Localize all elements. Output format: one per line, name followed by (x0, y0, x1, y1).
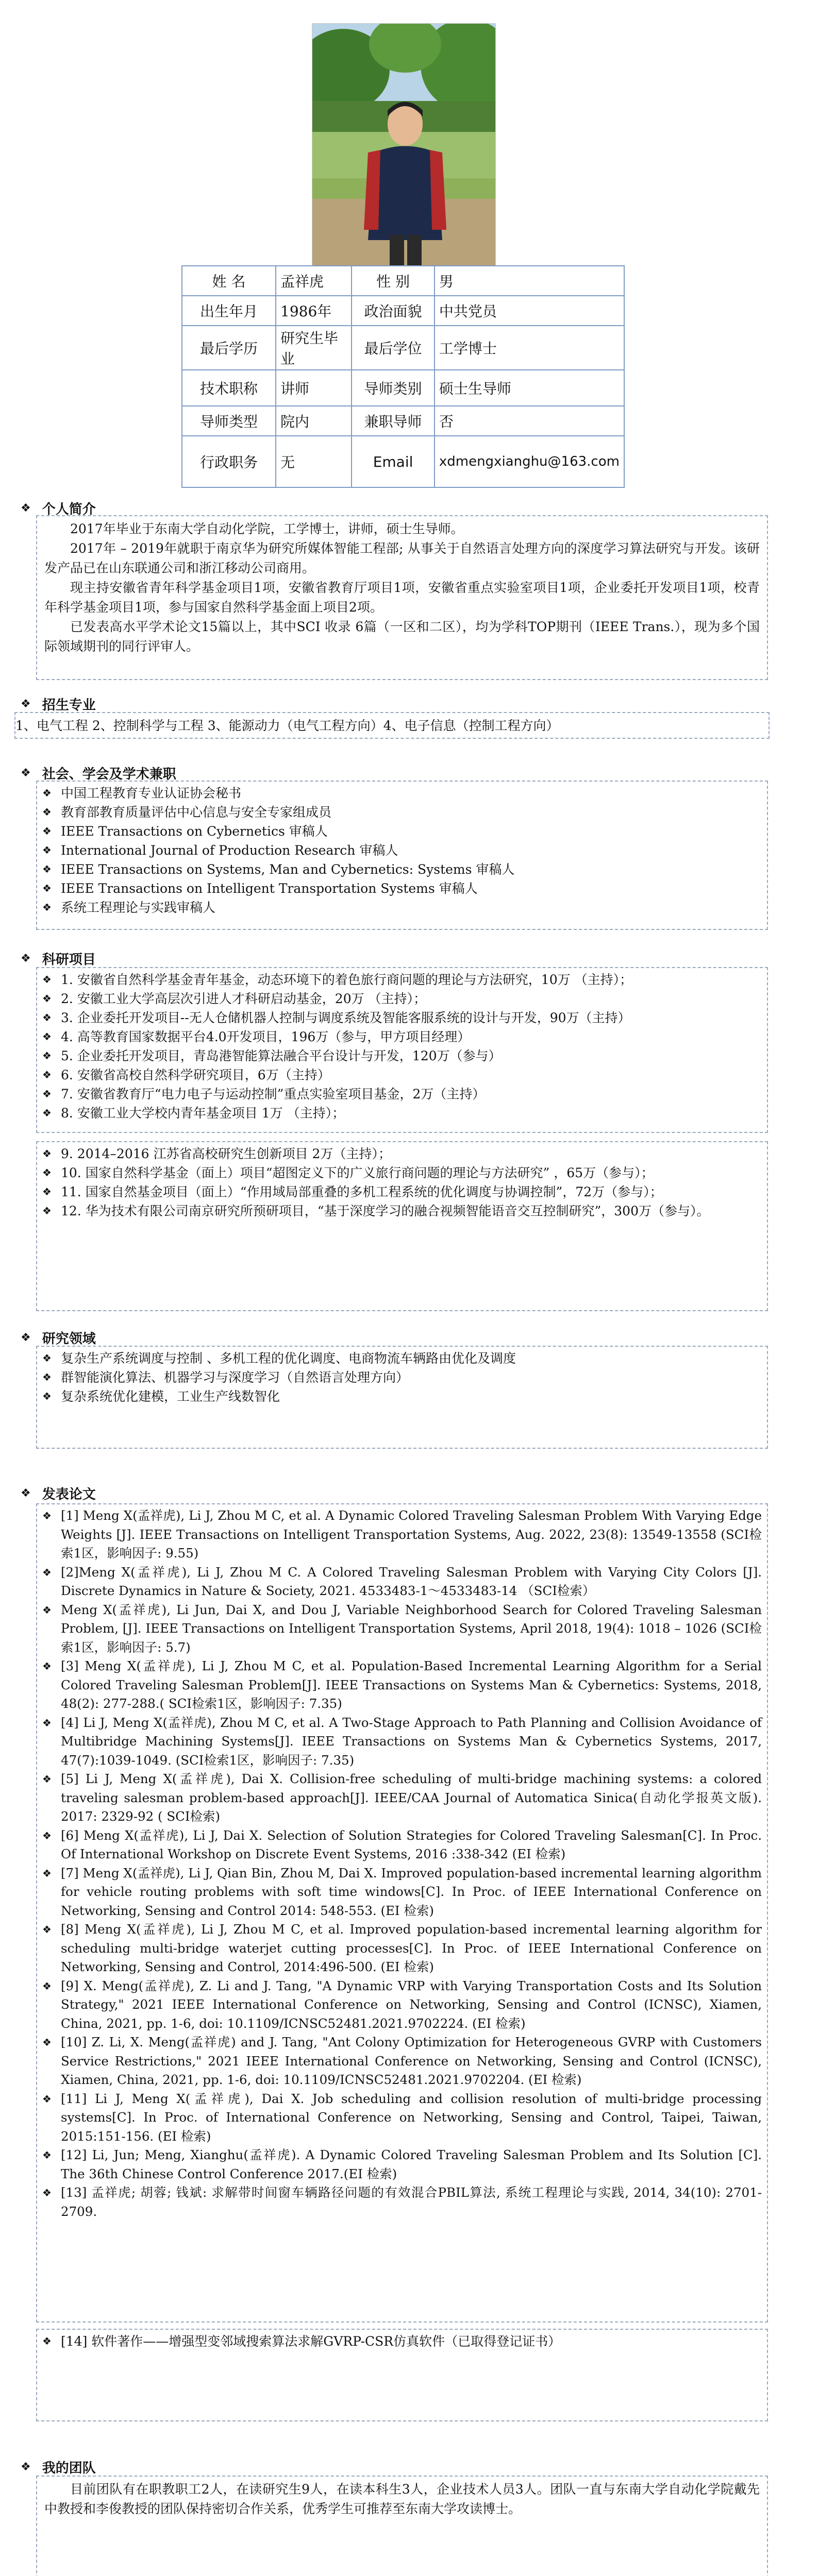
diamond-bullet-icon: ❖ (42, 1185, 52, 1198)
social-box (36, 781, 768, 930)
section-title-text: 科研项目 (42, 952, 96, 968)
value-email[interactable]: xdmengxianghu@163.com (435, 436, 624, 487)
list-item: ❖ [12] Li, Jun; Meng, Xianghu(孟祥虎). A Dynamic Colored Traveling Salesman Problem and Its Solution [C]. The 36th Chinese Control Conference 2017.(EI 检索) (42, 2146, 762, 2183)
diamond-bullet-icon: ❖ (42, 1352, 52, 1364)
list-item: ❖ 9. 2014–2016 江苏省高校研究生创新项目 2万（主持）； (42, 1144, 762, 1163)
profile-row (182, 406, 624, 436)
diamond-bullet-icon: ❖ (42, 1867, 52, 1879)
diamond-bullet-icon: ❖ (42, 1773, 52, 1785)
list-item: ❖ 12. 华为技术有限公司南京研究所预研项目，“基于深度学习的融合视频智能语音交互控制研究”，300万（参与）。 (42, 1201, 762, 1221)
label-supervisor-type: 导师类型 (182, 406, 276, 436)
profile-row (182, 296, 624, 326)
diamond-bullet-icon: ❖ (42, 992, 52, 1005)
diamond-bullet-icon: ❖ (42, 1011, 52, 1024)
list-item: ❖ 3. 企业委托开发项目--无人仓储机器人控制与调度系统及智能客服系统的设计与开发，90万（主持） (42, 1008, 762, 1027)
list-item: ❖ [4] Li J, Meng X(孟祥虎), Zhou M C, et al. A Two-Stage Approach to Path Planning and Collision Avoidance of Multibridge Machining Systems[J]. IEEE Transactions on Systems Man & Cybernetics Systems, 2017, 47(7):1039-1049. (SCI检索1区，影响因子: 7.35) (42, 1714, 762, 1770)
section-title-recruit (21, 694, 96, 714)
list-item: ❖ 2. 安徽工业大学高层次引进人才科研启动基金，20万 （主持）； (42, 989, 762, 1008)
section-title-text: 招生专业 (42, 698, 96, 713)
diamond-bullet-icon: ❖ (21, 767, 31, 779)
list-item: ❖ 复杂系统优化建模，工业生产线数智化 (42, 1387, 762, 1406)
list-item: ❖ [3] Meng X(孟祥虎), Li J, Zhou M C, et al. Population-Based Incremental Learning Algorithm for a Serial Colored Traveling Salesman Problem[J]. IEEE Transactions on Systems Man & Cybernetics: Systems, 2018, 48(2): 277-288.( SCI检索1区，影响因子: 7.35) (42, 1657, 762, 1714)
list-item: ❖ 中国工程教育专业认证协会秘书 (42, 784, 762, 803)
research-list (37, 1347, 767, 1408)
section-title-text: 研究领域 (42, 1331, 96, 1347)
diamond-bullet-icon: ❖ (42, 825, 52, 837)
diamond-bullet-icon: ❖ (42, 2187, 52, 2199)
list-item: ❖ [2]Meng X(孟祥虎), Li J, Zhou M C. A Colored Traveling Salesman Problem with Varying City Colors [J]. Discrete Dynamics in Nature & Society, 2021. 4533483-1～4533483-14 （SCI检索） (42, 1563, 762, 1601)
value-title: 讲师 (276, 370, 352, 406)
label-supervisor-category: 导师类别 (352, 370, 435, 406)
list-item: ❖ 4. 高等教育国家数据平台4.0开发项目，196万（参与，甲方项目经理） (42, 1027, 762, 1046)
section-title-research (21, 1328, 96, 1347)
diamond-bullet-icon: ❖ (42, 1205, 52, 1217)
papers-box (36, 1503, 768, 2323)
profile-photo (312, 23, 496, 266)
diamond-bullet-icon: ❖ (42, 787, 52, 799)
profile-row (182, 266, 624, 296)
list-item: ❖ [1] Meng X(孟祥虎), Li J, Zhou M C, et al. A Dynamic Colored Traveling Salesman Problem With Varying Edge Weights [J]. IEEE Transactions on Intelligent Transportation Systems, Aug. 2022, 23(8): 13549-13558 (SCI检索1区，影响因子: 9.55) (42, 1506, 762, 1563)
label-degree: 最后学位 (352, 326, 435, 370)
research-box (36, 1346, 768, 1449)
list-item: ❖ [14] 软件著作——增强型变邻域搜索算法求解GVRP-CSR仿真软件（已取得登记证书） (42, 2332, 762, 2351)
diamond-bullet-icon: ❖ (42, 1716, 52, 1729)
label-political: 政治面貌 (352, 296, 435, 326)
diamond-bullet-icon: ❖ (42, 1371, 52, 1383)
label-gender: 性 别 (352, 266, 435, 296)
section-title-team (21, 2458, 96, 2477)
list-item: ❖ [7] Meng X(孟祥虎), Li J, Qian Bin, Zhou M, Dai X. Improved population-based incremental learning algorithm for vehicle routing problems with soft time windows[C]. In Proc. of IEEE International Conference on Networking, Sensing and Control 2014: 548-553. (EI 检索) (42, 1864, 762, 1921)
section-title-text: 个人简介 (42, 502, 96, 517)
diamond-bullet-icon: ❖ (42, 1603, 52, 1616)
papers-list (37, 1504, 767, 2223)
section-title-text: 我的团队 (42, 2461, 96, 2476)
team-paragraph: 目前团队有在职教职工2人，在读研究生9人，在读本科生3人，企业技术人员3人。团队一直与东南大学自动化学院戴先中教授和李俊教授的团队保持密切合作关系，优秀学生可推荐至东南大学攻读博士。 (44, 2482, 760, 2516)
diamond-bullet-icon: ❖ (42, 863, 52, 875)
projects-box-b (36, 1141, 768, 1311)
profile-row (182, 436, 624, 487)
diamond-bullet-icon: ❖ (21, 698, 31, 710)
label-email: Email (352, 436, 435, 487)
list-item: ❖ [6] Meng X(孟祥虎), Li J, Dai X. Selection of Solution Strategies for Colored Traveling Salesman[C]. In Proc. Of International Workshop on Discrete Event Systems, 2016 :338-342 (EI 检索) (42, 1826, 762, 1864)
value-political: 中共党员 (435, 296, 624, 326)
list-item: ❖ IEEE Transactions on Cybernetics 审稿人 (42, 822, 762, 841)
diamond-bullet-icon: ❖ (42, 1069, 52, 1081)
diamond-bullet-icon: ❖ (42, 1923, 52, 1936)
software-list (37, 2330, 767, 2353)
value-supervisor-category: 硕士生导师 (435, 370, 624, 406)
value-parttime: 否 (435, 406, 624, 436)
diamond-bullet-icon: ❖ (42, 901, 52, 913)
diamond-bullet-icon: ❖ (21, 952, 31, 965)
diamond-bullet-icon: ❖ (42, 1829, 52, 1842)
value-birth: 1986年 (276, 296, 352, 326)
intro-paragraph: 已发表高水平学术论文15篇以上，其中SCI 收录 6篇（一区和二区），均为学科TOP期刊（IEEE Trans.），现为多个国际领域期刊的同行评审人。 (44, 619, 760, 654)
label-parttime: 兼职导师 (352, 406, 435, 436)
diamond-bullet-icon: ❖ (42, 1510, 52, 1522)
diamond-bullet-icon: ❖ (42, 2335, 52, 2347)
recruit-box (14, 712, 770, 739)
label-education: 最后学历 (182, 326, 276, 370)
section-title-text: 社会、学会及学术兼职 (42, 767, 176, 782)
diamond-bullet-icon: ❖ (42, 1107, 52, 1119)
list-item: ❖ 5. 企业委托开发项目，青岛港智能算法融合平台设计与开发，120万（参与） (42, 1046, 762, 1065)
section-title-projects (21, 949, 96, 968)
section-title-text: 发表论文 (42, 1487, 96, 1502)
list-item: ❖ 复杂生产系统调度与控制 、多机工程的优化调度、电商物流车辆路由优化及调度 (42, 1349, 762, 1368)
diamond-bullet-icon: ❖ (42, 844, 52, 856)
team-box (36, 2476, 768, 2576)
diamond-bullet-icon: ❖ (42, 1147, 52, 1160)
intro-box (36, 515, 768, 680)
value-gender: 男 (435, 266, 624, 296)
label-admin: 行政职务 (182, 436, 276, 487)
section-title-social (21, 764, 176, 783)
diamond-bullet-icon: ❖ (42, 1030, 52, 1043)
list-item: ❖ 1. 安徽省自然科学基金青年基金，动态环境下的着色旅行商问题的理论与方法研究，10万 （主持）； (42, 970, 762, 989)
projects-list-b (37, 1142, 767, 1223)
list-item: ❖ 11. 国家自然基金项目（面上）“作用域局部重叠的多机工程系统的优化调度与协调控制”，72万（参与）； (42, 1182, 762, 1201)
intro-paragraph: 2017年毕业于东南大学自动化学院，工学博士，讲师，硕士生导师。 (70, 521, 464, 536)
diamond-bullet-icon: ❖ (42, 1979, 52, 1992)
profile-table (181, 265, 625, 488)
diamond-bullet-icon: ❖ (42, 2036, 52, 2048)
diamond-bullet-icon: ❖ (42, 882, 52, 894)
list-item: ❖ 6. 安徽省高校自然科学研究项目，6万（主持） (42, 1065, 762, 1084)
value-admin: 无 (276, 436, 352, 487)
diamond-bullet-icon: ❖ (21, 502, 31, 515)
diamond-bullet-icon: ❖ (42, 2149, 52, 2161)
diamond-bullet-icon: ❖ (42, 2092, 52, 2105)
list-item: ❖ IEEE Transactions on Systems, Man and Cybernetics: Systems 审稿人 (42, 860, 762, 879)
list-item: ❖ 10. 国家自然科学基金（面上）项目“超图定义下的广义旅行商问题的理论与方法研究” ，65万（参与）； (42, 1163, 762, 1182)
list-item: ❖ [5] Li J, Meng X(孟祥虎), Dai X. Collision-free scheduling of multi-bridge machining systems: a colored traveling salesman problem-based approach[J]. IEEE/CAA Journal of Automatica Sinica(自动化学报英文版). 2017: 2329-92 ( SCI检索) (42, 1770, 762, 1826)
diamond-bullet-icon: ❖ (42, 1166, 52, 1179)
list-item: ❖ [11] Li J, Meng X(孟祥虎), Dai X. Job scheduling and collision resolution of multi-bridge processing systems[C]. In Proc. of International Conference on Networking, Sensing and Control, Taipei, Taiwan, 2015:151-156. (EI 检索) (42, 2090, 762, 2146)
diamond-bullet-icon: ❖ (42, 1660, 52, 1672)
diamond-bullet-icon: ❖ (42, 1088, 52, 1100)
list-item: ❖ 8. 安徽工业大学校内青年基金项目 1万 （主持）； (42, 1104, 762, 1123)
list-item: ❖ 群智能演化算法、机器学习与深度学习（自然语言处理方向） (42, 1368, 762, 1387)
profile-row (182, 370, 624, 406)
diamond-bullet-icon: ❖ (42, 1390, 52, 1402)
list-item: ❖ [9] X. Meng(孟祥虎), Z. Li and J. Tang, "A Dynamic VRP with Varying Transportation Costs and Its Solution Strategy," 2021 IEEE International Conference on Networking, Sensing and Control (ICNSC), Xiamen, China, 2021, pp. 1-6, doi: 10.1109/ICNSC52481.2021.9702224. (EI 检索) (42, 1977, 762, 2033)
social-list (37, 782, 767, 919)
label-title: 技术职称 (182, 370, 276, 406)
software-box (36, 2329, 768, 2421)
intro-paragraph: 2017年 – 2019年就职于南京华为研究所媒体智能工程部; 从事关于自然语言处理方向的深度学习算法研究与开发。该研发产品已在山东联通公司和浙江移动公司商用。 (44, 541, 760, 575)
section-title-papers (21, 1484, 96, 1503)
label-name: 姓 名 (182, 266, 276, 296)
projects-list-a (37, 968, 767, 1125)
list-item: ❖ IEEE Transactions on Intelligent Transportation Systems 审稿人 (42, 879, 762, 898)
list-item: ❖ 7. 安徽省教育厅“电力电子与运动控制”重点实验室项目基金，2万（主持） (42, 1084, 762, 1104)
profile-row (182, 326, 624, 370)
projects-box-a (36, 967, 768, 1133)
list-item: ❖ [10] Z. Li, X. Meng(孟祥虎) and J. Tang, "Ant Colony Optimization for Heterogeneous GVRP with Customers Service Restrictions," 2021 IEEE International Conference on Networking, Sensing and Control (ICNSC), Xiamen, China, 2021, pp. 1-6, doi: 10.1109/ICNSC52481.2021.9702204. (EI 检索) (42, 2033, 762, 2090)
diamond-bullet-icon: ❖ (21, 1331, 31, 1344)
diamond-bullet-icon: ❖ (42, 1049, 52, 1062)
value-education: 研究生毕业 (276, 326, 352, 370)
intro-paragraph: 现主持安徽省青年科学基金项目1项，安徽省教育厅项目1项，安徽省重点实验室项目1项，企业委托开发项目1项，校青年科学基金项目1项，参与国家自然科学基金面上项目2项。 (44, 580, 760, 615)
list-item: ❖ 教育部教育质量评估中心信息与安全专家组成员 (42, 803, 762, 822)
list-item: ❖ 系统工程理论与实践审稿人 (42, 898, 762, 917)
diamond-bullet-icon: ❖ (42, 1566, 52, 1579)
value-supervisor-type: 院内 (276, 406, 352, 436)
list-item: ❖ [13] 孟祥虎; 胡蓉; 钱斌: 求解带时间窗车辆路径问题的有效混合PBIL算法, 系统工程理论与实践, 2014, 34(10): 2701-2709. (42, 2183, 762, 2221)
diamond-bullet-icon: ❖ (21, 2461, 31, 2473)
label-birth: 出生年月 (182, 296, 276, 326)
value-degree: 工学博士 (435, 326, 624, 370)
diamond-bullet-icon: ❖ (42, 806, 52, 818)
list-item: ❖ International Journal of Production Research 审稿人 (42, 841, 762, 860)
list-item: ❖ [8] Meng X(孟祥虎), Li J, Zhou M C, et al. Improved population-based incremental learning algorithm for scheduling multi-bridge waterjet cutting processes[C]. In Proc. of IEEE International Conference on Networking, Sensing and Control, 2014:496-500. (EI 检索) (42, 1920, 762, 1977)
list-item: ❖ Meng X(孟祥虎), Li Jun, Dai X, and Dou J, Variable Neighborhood Search for Colored Traveling Salesman Problem, [J]. IEEE Transactions on Intelligent Transportation Systems, April 2018, 19(4): 1018 – 1026 (SCI检索1区，影响因子: 5.7) (42, 1601, 762, 1657)
diamond-bullet-icon: ❖ (42, 973, 52, 986)
recruit-text: 1、电气工程 2、控制科学与工程 3、能源动力（电气工程方向）4、电子信息（控制工程方向） (15, 718, 559, 733)
value-name: 孟祥虎 (276, 266, 352, 296)
diamond-bullet-icon: ❖ (21, 1487, 31, 1500)
